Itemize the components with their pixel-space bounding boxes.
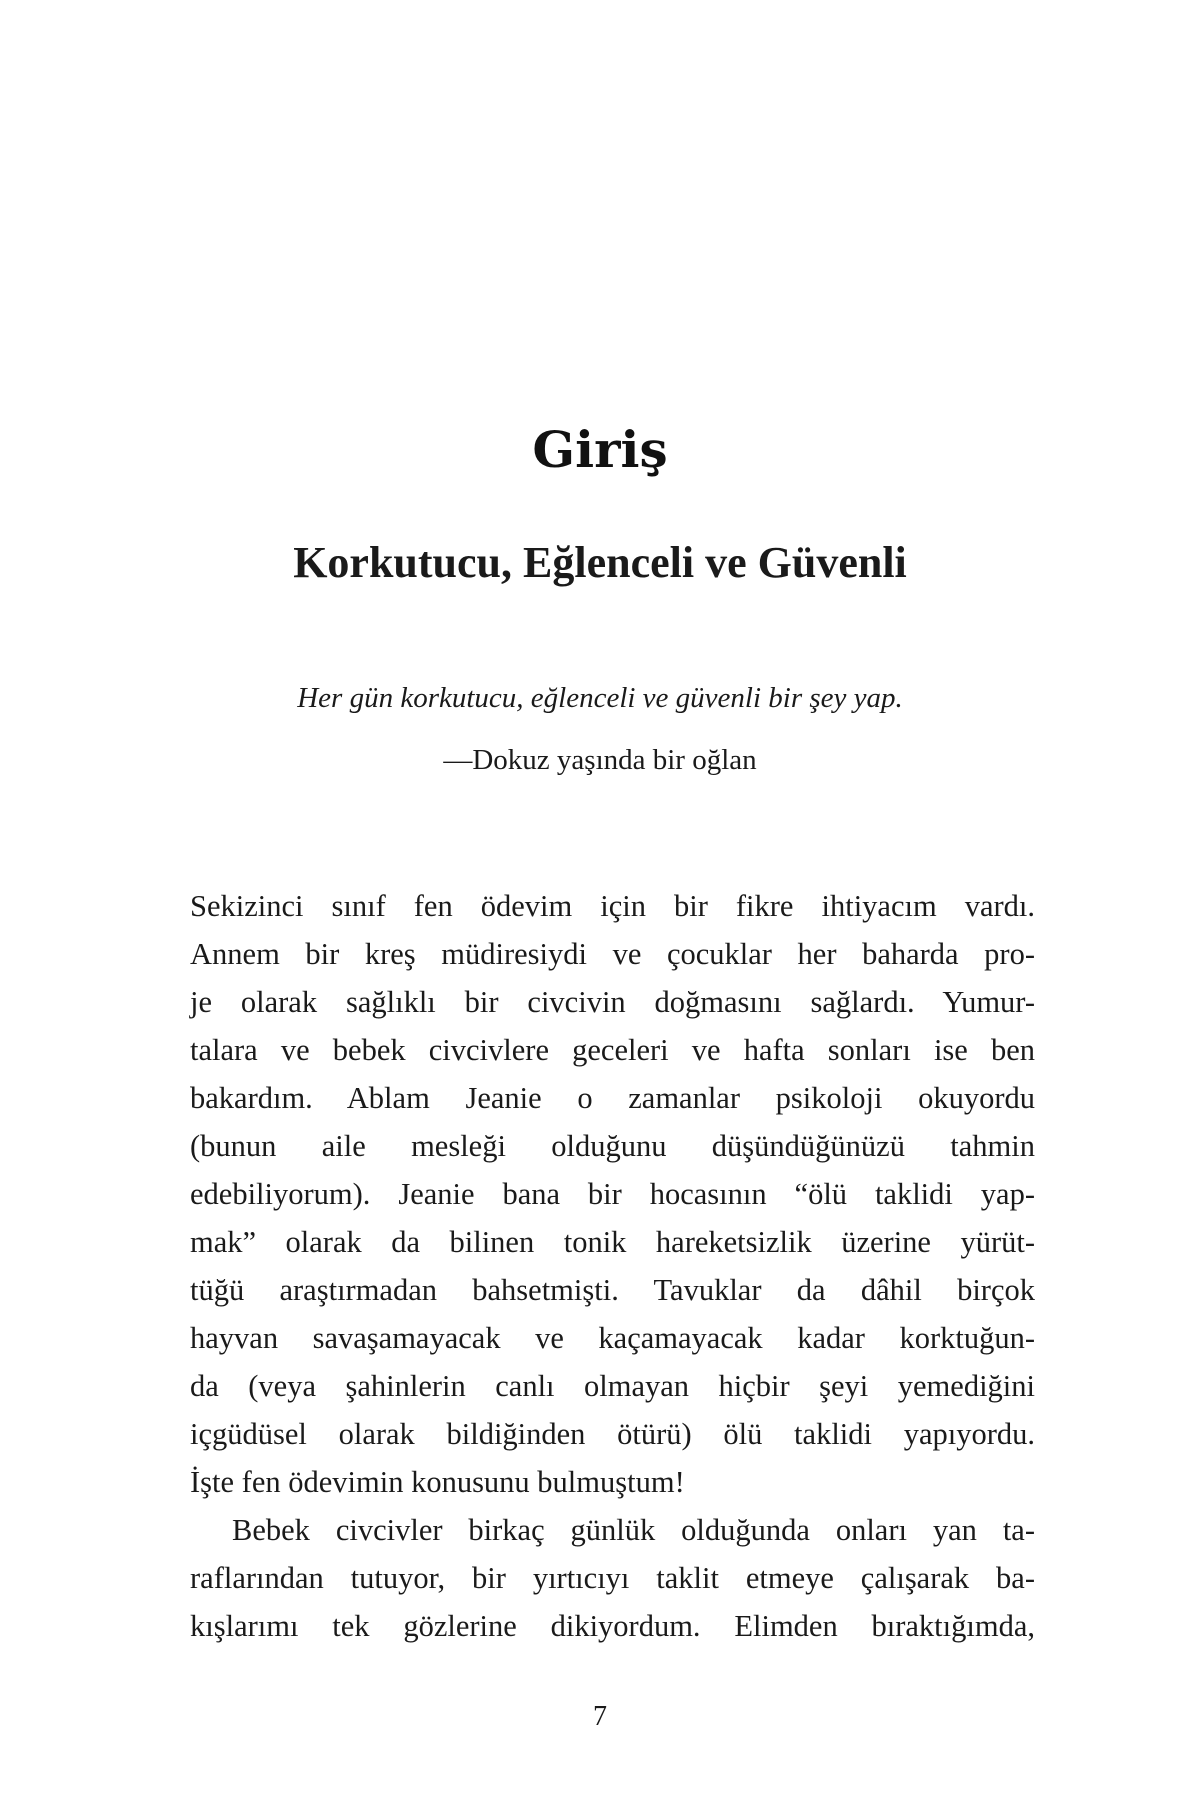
text-line: da (veya şahinlerin canlı olmayan hiçbir şeyi yemediğini — [190, 1369, 1035, 1403]
text-line: je olarak sağlıklı bir civcivin doğmasını sağlardı. Yumur- — [190, 985, 1035, 1019]
body-text — [190, 882, 1035, 1650]
chapter-subtitle: Korkutucu, Eğlenceli ve Güvenli — [293, 538, 907, 587]
text-line: hayvan savaşamayacak ve kaçamayacak kadar korktuğun- — [190, 1321, 1035, 1355]
text-line: raflarından tutuyor, bir yırtıcıyı taklit etmeye çalışarak ba- — [190, 1561, 1035, 1595]
chapter-title: Giriş — [532, 420, 668, 479]
text-line: Bebek civcivler birkaç günlük olduğunda onları yan ta- — [232, 1513, 1035, 1547]
text-line: kışlarımı tek gözlerine dikiyordum. Elimden bıraktığımda, — [190, 1609, 1035, 1643]
paragraph-1 — [190, 882, 1035, 1506]
text-line: İşte fen ödevimin konusunu bulmuştum! — [190, 1465, 685, 1499]
text-line: edebiliyorum). Jeanie bana bir hocasının “ölü taklidi yap- — [190, 1177, 1035, 1211]
text-line: Sekizinci sınıf fen ödevim için bir fikre ihtiyacım vardı. — [190, 889, 1035, 923]
text-line: bakardım. Ablam Jeanie o zamanlar psikoloji okuyordu — [190, 1081, 1035, 1115]
text-line: tüğü araştırmadan bahsetmişti. Tavuklar da dâhil birçok — [190, 1273, 1035, 1307]
paragraph-2 — [190, 1506, 1035, 1650]
text-line: içgüdüsel olarak bildiğinden ötürü) ölü taklidi yapıyordu. — [190, 1417, 1035, 1451]
text-line: (bunun aile mesleği olduğunu düşündüğünüzü tahmin — [190, 1129, 1035, 1163]
text-line: talara ve bebek civcivlere geceleri ve hafta sonları ise ben — [190, 1033, 1035, 1067]
page-number: 7 — [593, 1701, 607, 1732]
text-line: Annem bir kreş müdiresiydi ve çocuklar her baharda pro- — [190, 937, 1035, 971]
epigraph-attribution: —Dokuz yaşında bir oğlan — [443, 744, 757, 776]
text-line: mak” olarak da bilinen tonik hareketsizlik üzerine yürüt- — [190, 1225, 1035, 1259]
epigraph-quote: Her gün korkutucu, eğlenceli ve güvenli bir şey yap. — [297, 682, 903, 714]
